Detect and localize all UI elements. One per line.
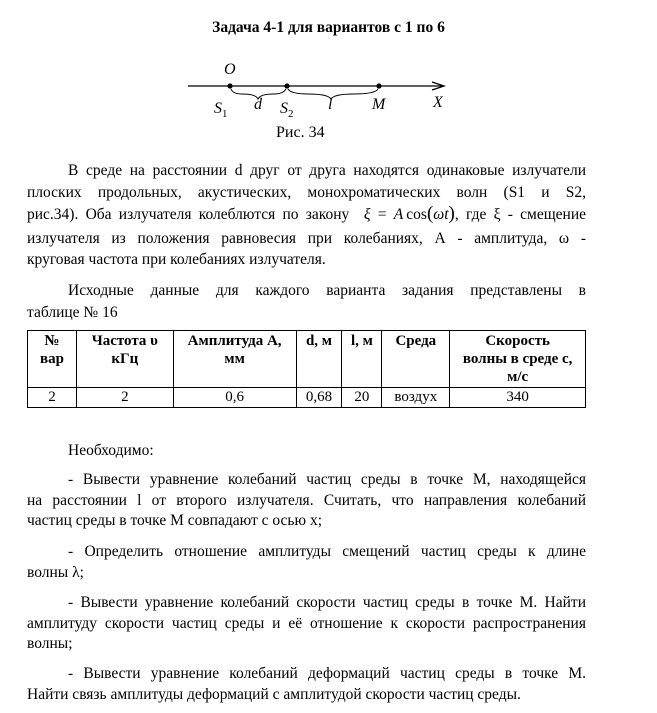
required-label: Необходимо: xyxy=(68,442,154,459)
label-s2: $S_2$ xyxy=(280,100,294,120)
intro-line-formula: рис.34). Оба излучателя колеблются по закону ξ = A cos(ωt), где ξ - смещение xyxy=(27,203,587,224)
intro-line: плоских продольных, акустических, монохроматических волн (S1 и S2, xyxy=(27,183,586,201)
task-line: на расстоянии l от второго излучателя. Считать, что направления колебаний xyxy=(27,491,586,509)
task-line: частиц среды в точке М совпадают с осью x; xyxy=(27,512,322,529)
task-4 xyxy=(27,664,586,705)
intro-line: В среде на расстоянии d друг от друга находятся одинаковые излучатели xyxy=(68,162,586,179)
task-line: - Вывести уравнение колебаний скорости частиц среды в точке М. Найти xyxy=(68,594,586,611)
task-title: Задача 4-1 для вариантов с 1 по 6 xyxy=(212,19,445,36)
header-cell: Частота υ кГц xyxy=(76,331,173,388)
table-row xyxy=(28,388,586,408)
label-d: d xyxy=(254,96,262,113)
label-l: l xyxy=(328,96,333,113)
table-intro xyxy=(27,280,586,323)
data-table xyxy=(27,330,586,408)
header-cell: l, м xyxy=(342,331,382,388)
table-cell: воздух xyxy=(382,388,450,408)
figure-34 xyxy=(180,55,460,123)
point-m xyxy=(376,83,381,88)
header-cell: Скорость волны в среде с, м/с xyxy=(450,331,586,388)
intro-line: круговая частота при колебаниях излучателя. xyxy=(27,251,326,268)
header-cell: № вар xyxy=(28,331,77,388)
task-line: волны; xyxy=(27,635,73,652)
label-s1: $S_1$ xyxy=(214,100,228,120)
intro-paragraph xyxy=(27,160,586,271)
oscillation-formula: ξ = A cos(ωt) xyxy=(363,203,455,224)
task-2 xyxy=(27,542,586,583)
table-cell: 2 xyxy=(28,388,77,408)
label-origin: O xyxy=(224,61,236,78)
required-heading xyxy=(27,440,586,462)
table-cell: 0,68 xyxy=(296,388,342,408)
task-line: - Вывести уравнение колебаний частиц среды в точке М, находящейся xyxy=(68,471,586,488)
intro-line: излучателя из положения равновесия при колебаниях, А - амплитуда, ω - xyxy=(27,229,586,247)
task-1 xyxy=(27,470,586,532)
header-cell: Среда xyxy=(382,331,450,388)
header-cell: Амплитуда А, мм xyxy=(173,331,296,388)
point-s1 xyxy=(227,83,232,88)
label-x: X xyxy=(433,94,443,111)
table-cell: 2 xyxy=(76,388,173,408)
table-cell: 0,6 xyxy=(173,388,296,408)
table-header-row xyxy=(28,331,586,388)
task-line: - Определить отношение амплитуды смещений частиц среды к длине xyxy=(68,543,586,560)
table-cell: 20 xyxy=(342,388,382,408)
figure-caption: Рис. 34 xyxy=(276,124,325,141)
task-3 xyxy=(27,593,586,655)
task-line: амплитуду скорости частиц среды и её отношение к скорости распространения xyxy=(27,614,586,632)
task-line: волны λ; xyxy=(27,563,84,581)
task-line: - Вывести уравнение колебаний деформаций частиц среды в точке М. xyxy=(68,665,586,682)
table-intro-line: Исходные данные для каждого варианта задания представлены в xyxy=(68,282,586,299)
table-cell: 340 xyxy=(450,388,586,408)
table-intro-line: таблице № 16 xyxy=(27,303,118,321)
point-s2 xyxy=(284,83,289,88)
task-line: Найти связь амплитуды деформаций с амплитудой скорости частиц среды. xyxy=(27,685,521,703)
label-m: M xyxy=(372,96,386,113)
header-cell: d, м xyxy=(296,331,342,388)
brace-l xyxy=(288,89,378,99)
